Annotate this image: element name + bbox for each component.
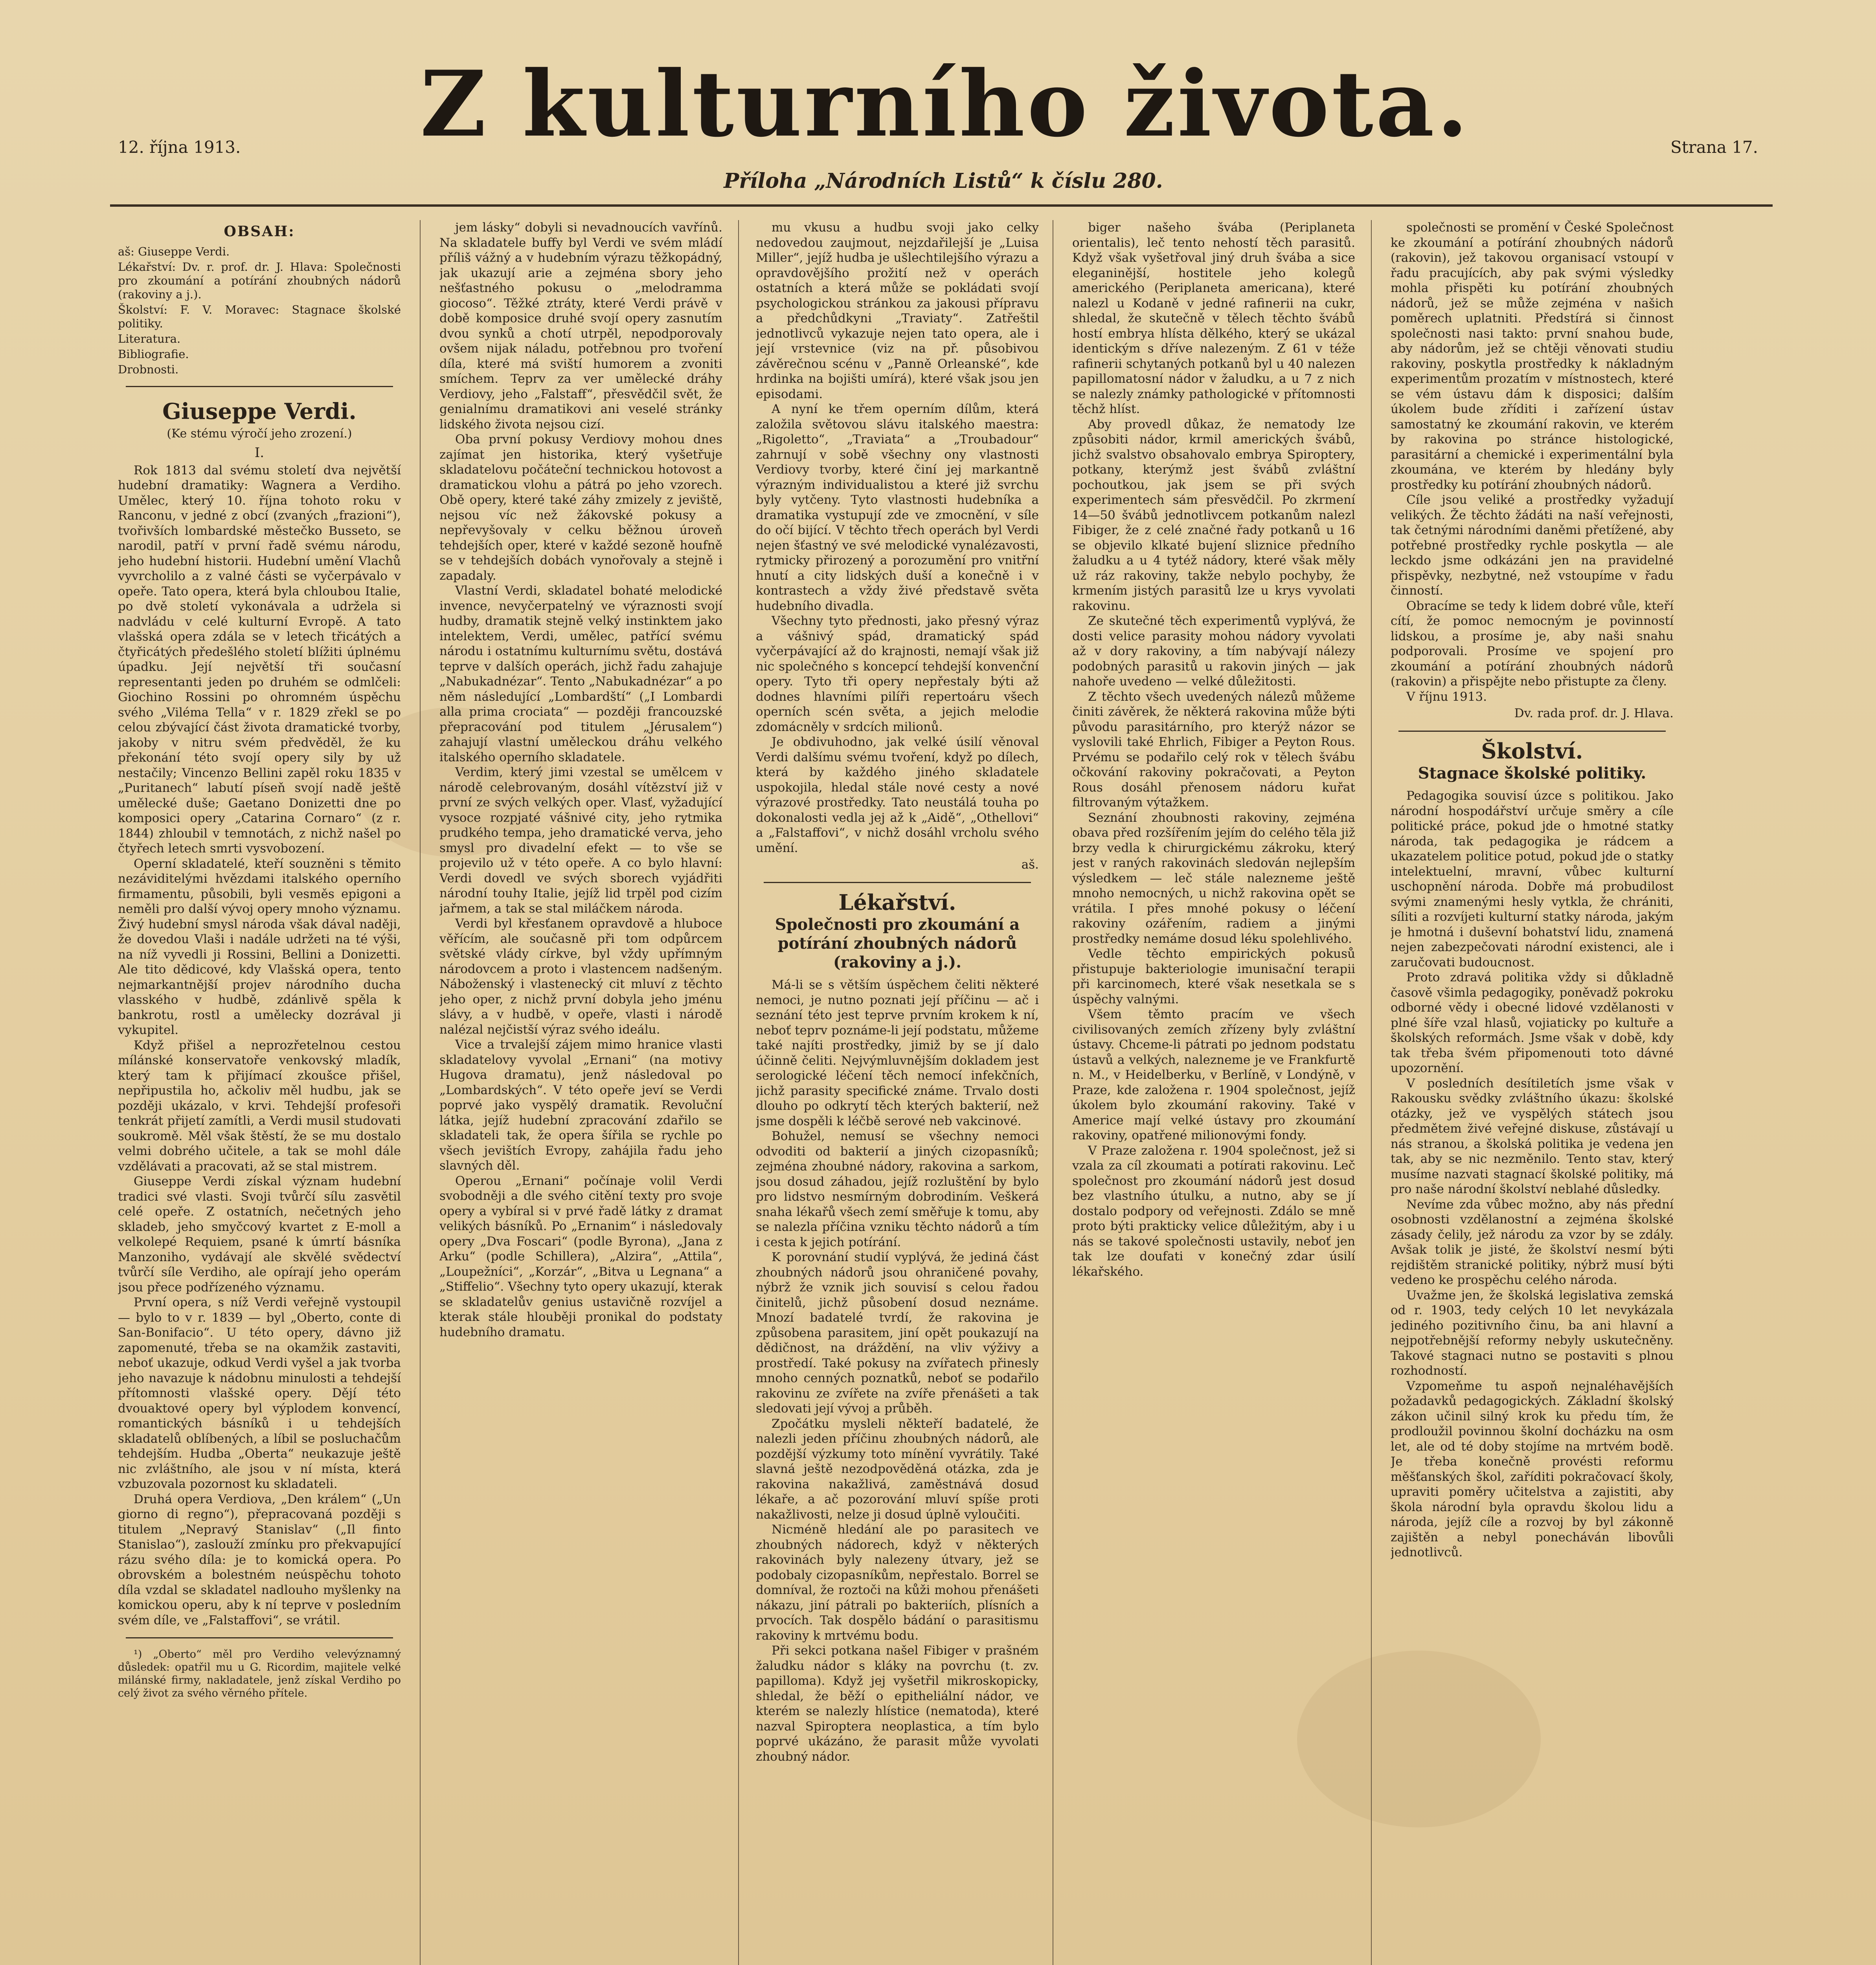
- column-2: [439, 220, 722, 1965]
- paragraph: Seznání zhoubnosti rakoviny, zejména obava před rozšířením jejím do celého těla již brzy vedla k chirurgickému zákroku, který jest v raných rakovinách sledován nejlepším výsledkem — leč stále nalezneme ještě mnoho nemocných, u nichž rakovina opět se vrátila. I přes mnohé pokusy o léčení rakoviny ozářením, radiem a jinými prostředky nemáme dosud léku spolehlivého.: [1072, 810, 1355, 946]
- paragraph: Z těchto všech uvedených nálezů můžeme činiti závěrek, že některá rakovina může býti původu parasitárního, pro kterýž názor se vyslovili také Ehrlich, Fibiger a Peyton Rous. Prvému se podařilo celý rok v tělech švábu očkování rakoviny pokračovati, a Peyton Rous dosáhl přenosem nádoru kuřat filtrovaným výtažkem.: [1072, 689, 1355, 810]
- article-part: I.: [254, 445, 265, 461]
- paragraph: A nyní ke třem operním dílům, která založila světovou slávu italského maestra: „Rigoletto“, „Traviata“ a „Troubadour“ zahrnují v sobě všechny ony vlastnosti Verdiovy tvorby, které činí jej markantně výrazným individualistou a které již svrchu byly vytčeny. Tyto vlastnosti hudebníka a dramatika vystupují zde ve zmocnění, v síle do očí bijící. V těchto třech operách byl Verdi nejen šťastný ve své melodické vynalézavosti, rytmicky přirozený a porozumění pro vnitřní hnutí a city lidských duší a konečně i v kontrastech a vždy živé představě světa hudebního divadla.: [756, 402, 1039, 613]
- author-signature: Dv. rada prof. dr. J. Hlava.: [1514, 706, 1674, 720]
- paragraph: Bohužel, nemusí se všechny nemoci odvoditi od bakterií a jiných cizopasníků; zejména zhoubné nádory, rakovina a sarkom, jsou dosud záhadou, jejíž rozluštění by bylo pro lidstvo nesmírným dobrodiním. Veškerá snaha lékařů všech zemí směřuje k tomu, aby se nalezla příčina vzniku těchto nádorů a tím i cesta k jejich potírání.: [756, 1129, 1039, 1249]
- paragraph: První opera, s níž Verdi veřejně vystoupil — bylo to v r. 1839 — byl „Oberto, conte di San-Bonifacio“. U této opery, dávno již zapomenuté, třeba se na okamžik zastaviti, neboť ukazuje, odkud Verdi vyšel a jak tvorba jeho navazuje k nádobnu minulosti a tehdejší přítomnosti vlašské opery. Dějí této dvouaktové opery byl výplodem konvencí, romantických básníků i u tehdejších skladatelů oblíbených, a líbil se posluchačům tehdejším. Hudba „Oberta“ neukazuje ještě nic zvláštního, ale jsou v ní místa, která vzbuzovala pozornost ku skladateli.: [118, 1295, 401, 1491]
- paragraph-date: V říjnu 1913.: [1406, 689, 1487, 704]
- paragraph: Při sekci potkana našel Fibiger v prašném žaludku nádor s kláky na povrchu (t. zv. papilloma). Když jej vyšetřil mikroskopicky, shledal, že běží o epitheliální nádor, ve kterém se nalezly hlístice (nematoda), které nazval Spiroptera neoplastica, a tím bylo poprvé ukázáno, že parasit může vyvolati zhoubný nádor.: [756, 1644, 1039, 1764]
- column-5: [1391, 220, 1674, 1965]
- paragraph: Všem těmto pracím ve všech civilisovaných zemích zřízeny byly zvláštní ústavy. Chceme-li pátrati po jednom podstatu ústavů a velkých, nalezneme je ve Frankfurtě n. M., v Heidelberku, v Berlíně, v Londýně, v Praze, kde založena r. 1904 společnost, jejíž úkolem bylo zkoumání rakoviny. Také v Americe mají velké ústavy pro zkoumání rakoviny, opatřené milionovými fondy.: [1072, 1007, 1355, 1142]
- paragraph: Vzpomeňme tu aspoň nejnaléhavějších požadavků pedagogických. Základní školský zákon učinil silný krok ku předu tím, že prodloužil povinnou školní docházku na osm let, ale od té doby stojíme na mrtvém bodě. Je třeba konečně provésti reformu měšťanských škol, zaříditi pokračovací školy, upraviti poměry učitelstva a zajistiti, aby škola národní byla opravdu školou lidu a národa, jejíž cíle a rozvoj by byl zákonně zajištěn a nebyl ponecháván libovůli jednotlivců.: [1391, 1379, 1674, 1559]
- article-title: Giuseppe Verdi.: [162, 398, 356, 424]
- paragraph: Druhá opera Verdiova, „Den králem“ („Un giorno di regno“), přepracovaná později s titulem „Nepravý Stanislav“ („Il finto Stanislao“), zaslouží zmínku pro překvapující rázu svého díla: je to komická opera. Po obrovském a bolestném neúspěchu tohoto díla vzdal se skladatel nadlouho myšlenky na komickou operu, aby k ní teprve v posledním svém díle, ve „Falstaffovi“, se vrátil.: [118, 1492, 401, 1627]
- supplement-subtitle: Příloha „Národních Listů“ k číslu 280.: [724, 169, 1163, 193]
- paragraph: Operou „Ernani“ počínaje volil Verdi svobodněji a dle svého citění texty pro svoje opery a vybíral si v prvé řadě látky z dramat velikých básníků. Po „Ernanim“ i následovaly opery „Dva Foscari“ (podle Byrona), „Jana z Arku“ (podle Schillera), „Alzira“, „Attila“, „Loupežníci“, „Korzár“, „Bitva u Legnana“ a „Stiffelio“. Všechny tyto opery ukazují, kterak se skladatelův genius ustavičně rozvíjel a kterak stále hlouběji pronikal do podstaty hudebního dramatu.: [439, 1173, 722, 1339]
- section-separator: [764, 882, 1031, 883]
- contents-item: Školství: F. V. Moravec: Stagnace školské politiky.: [118, 303, 401, 330]
- paragraph: Verdi byl křesťanem opravdově a hluboce věřícím, ale současně při tom odpůrcem světské vlády církve, byl vždy upřímným národovcem a proto i vlastencem nadšeným. Náboženský i vlastenecký cit mluví z těchto jeho oper, z nichž první dobyla jeho jménu slávy, a v hudbě, v opeře, vlasti i národě nalézal nejčistší výraz svého ideálu.: [439, 916, 722, 1037]
- issue-date: 12. října 1913.: [118, 138, 241, 157]
- column-divider: [738, 220, 739, 1965]
- footnote: ¹) „Oberto“ měl pro Verdiho velevýznamný důsledek: opatřil mu u G. Ricordim, majitele velké milánské firmy, nakladatele, jenž získal Verdiho po celý život za svého věrného přítele.: [118, 1648, 401, 1699]
- paragraph: mu vkusu a hudbu svoji jako celky nedovedou zaujmout, nejzdařilejší je „Luisa Miller“, jejíž hudba je ušlechtilejšího výrazu a opravdovějšího prožití než v operách ostatních a která může se pokládati svojí psychologickou stránkou za jakousi přípravu a předchůdkyni „Traviaty“. Zatřeštil jednotlivců vykazuje nejen tato opera, ale i její vrstevnice (viz na př. působivou závěrečnou scénu v „Panně Orleanské“, kde hrdinka na bojišti umírá), které však jsou jen episodami.: [756, 220, 1039, 401]
- column-divider: [1371, 220, 1372, 1965]
- contents-item: Drobnosti.: [118, 362, 179, 376]
- paragraph: Nicméně hledání ale po parasitech ve zhoubných nádorech, když v některých rakovinách byly nalezeny útvary, jež se podobaly cizopasníkům, nepřestalo. Borrel se domníval, že roztoči na kůži mohou přenášeti nákazu, jiní pátrali po bakteriích, plísních a prvocích. Tak dospělo bádání o parasitismu rakoviny k mrtvému bodu.: [756, 1522, 1039, 1643]
- section-subheading: Stagnace školské politiky.: [1418, 764, 1646, 782]
- paragraph: Aby provedl důkaz, že nematody lze způsobiti nádor, krmil amerických švábů, jichž svalstvo obsahovalo embrya Spiroptery, potkany, kterýmž jest švábů zvláštní pochoutkou, jak jsem se při svých experimentech sám přesvědčil. Po zkrmení 14—50 švábů jednotlivcem potkanům nalezl Fibiger, že z celé značné řady potkanů u 16 se objevilo klkaté bujení sliznice předního žaludku a u 4 tytéž nádory, které však měly už ráz rakoviny, takže nebylo pochyby, že krmením jistých parasitů lze u krys vyvolati rakovinu.: [1072, 417, 1355, 613]
- paragraph: Vedle těchto empirických pokusů přistupuje bakteriologie imunisační terapii při karcinomech, které však nesetkala se s úspěchy valnými.: [1072, 947, 1355, 1006]
- paragraph: Uvažme jen, že školská legislativa zemská od r. 1903, tedy celých 10 let nevykázala jediného pozitivního činu, ba ani hlavní a nejpotřebnější reformy nebyly uskutečněny. Takové stagnaci nutno se postaviti s plnou rozhodností.: [1391, 1288, 1674, 1378]
- paragraph: V Praze založena r. 1904 společnost, jež si vzala za cíl zkoumati a potírati rakovinu. Leč společnost pro zkoumání nádorů jest dosud bez vlastního útulku, a nutno, aby se jí dostalo podpory od veřejnosti. Zdálo se mně proto býti prakticky velice důležitým, aby i u nás se takové společnosti ustavily, neboť jen tak lze doufati v konečný zdar úsilí lékařského.: [1072, 1143, 1355, 1279]
- contents-title: OBSAH:: [224, 223, 295, 240]
- paragraph: Pedagogika souvisí úzce s politikou. Jako národní hospodářství určuje směry a cíle politické práce, pokud jde o hmotné statky národa, tak pedagogika je rádcem a ukazatelem politice potud, pokud jde o statky intelektuelní, mravní, vůbec kulturní uschopnění národa. Dobře má probudilost svými znamenými hesly vytkla, že chrániti, síliti a rozvíjeti kulturní statky národa, jakým je hmotná i duševní bohatství lidu, znamená nejen zabezpečovati národní existenci, ale i zaručovati budoucnost.: [1391, 789, 1674, 970]
- paragraph: Cíle jsou veliké a prostředky vyžadují velikých. Že těchto žádáti na naší veřejnosti, tak četnými národními daněmi přetížené, aby potřebné prostředky rychle poskytla — ale leckdo jsme odkázáni jen na pravidelné přispěvky, nezbytné, než vstoupíme v řadu činností.: [1391, 493, 1674, 598]
- paragraph: Všechny tyto přednosti, jako přesný výraz a vášnivý spád, dramatický spád vyčerpávající až do krajnosti, nemají však již nic společného s koncepcí tehdejší konvenční opery. Tyto tři opery nepřestaly býti až dodnes hlavními pilíři repertoáru všech operních scén světa, a jejich melodie zdomácněly v srdcích milionů.: [756, 614, 1039, 734]
- paragraph: Giuseppe Verdi získal význam hudební tradici své vlasti. Svoji tvůrčí sílu zasvětil celé opeře. Z ostatních, nečetných jeho skladeb, jeho smyčcový kvartet z E-moll a velkolepé Requiem, psané k úmrtí básníka Manzoniho, vydávají ale skvělé svědectví tvůrčí síle Verdiho, ale opírají jeho operám jsou přece podřízeného významu.: [118, 1174, 401, 1295]
- paragraph: jem lásky“ dobyli si nevadnoucích vavřínů. Na skladatele buffy byl Verdi ve svém mládí příliš vážný a v hudebním výrazu těžkopádný, jak ukazují arie a zejména sbory jeho nešťastného pokusu o „melodramma giocoso“. Těžké ztráty, které Verdi právě v době komposice druhé svojí opery zasnutím dvou synků a chotí utrpěl, nepodporovaly ovšem nijak náladu, potřebnou pro tvoření díla, které má sviští humorem a zvoniti smíchem. Teprv za ver umělecké dráhy Verdiovy, jeho „Falstaff“, přesvědčil svět, že genialnímu dramatikovi ani veselé stránky lidského života nejsou cizí.: [439, 220, 722, 432]
- section-subheading: Společnosti pro zkoumání a potírání zhoubných nádorů (rakoviny a j.).: [775, 915, 1020, 971]
- contents-item: aš: Giuseppe Verdi.: [118, 244, 230, 258]
- paragraph: Proto zdravá politika vždy si důkladně časově všimla pedagogiky, poněvadž pokroku odborné vědy i obecné lidové vzdělanosti v plné šíře vzal hlasů, vojiaticky po kultuře a školských reformách. Jsme však v době, kdy tak třeba švém připomenouti toto dávné upozornění.: [1391, 970, 1674, 1075]
- paragraph: Operní skladatelé, kteří souzněni s těmito nezáviditelými hvězdami italského operního firmamentu, působili, byli vesměs epigoni a neměli pro další vývoj opery mnoho významu. Živý hudební smysl národa však dával naději, že dovedou Vlaši i nadále udržeti na té výši, na níž vyvedli ji Rossini, Bellini a Donizetti. Ale tito dědicové, kdy Vlašská opera, tento nejmarkantnější projev národního ducha vlasského v hudbě, zdánlivě spěla k bankrotu, rostl a umělecky dozrával ji vykupitel.: [118, 856, 401, 1037]
- section-separator: [1398, 731, 1666, 732]
- paragraph: Je obdivuhodno, jak velké úsilí věnoval Verdi dalšímu svému tvoření, když po dílech, která by každého jiného skladatele uspokojila, hledal stále nové cesty a nové výrazové prostředky. Tato neustálá touha po dokonalosti vedla jej až k „Aidě“, „Othellovi“ a „Falstaffovi“, v nichž dosáhl vrcholu svého umění.: [756, 735, 1039, 855]
- paragraph: Obracíme se tedy k lidem dobré vůle, kteří cítí, že pomoc nemocným je povinností lidskou, a prosíme je, aby naši snahu podporovali. Prosíme ve spojení pro zkoumání a potírání zhoubných nádorů (rakovin) a přispějte nebo přistupte za členy.: [1391, 599, 1674, 689]
- paragraph: Ze skutečné těch experimentů vyplývá, že dosti velice parasity mohou nádory vyvolati až v dory rakoviny, a tím nabývají nálezy podobných parasitů u rakovin jiných — jak nahoře uvedeno — velké důležitosti.: [1072, 614, 1355, 689]
- footnote-separator: [126, 1637, 393, 1638]
- contents-item: Bibliografie.: [118, 347, 189, 361]
- column-1: [118, 220, 401, 1965]
- masthead-rule: [110, 204, 1773, 207]
- paragraph: Když přišel a neprozřetelnou cestou mílánské konservatoře venkovský mladík, který tam k přijímací zkoušce přišel, nepřipustila ho, ačkoliv měl hudbu, jak se později ukázalo, v krvi. Tehdejší profesoři tenkrát přijetí zamítli, a Verdi musil studovati soukromě. Měl však štěstí, že se mu dostalo velmi dobrého učitele, a tak se mohl dále vzdělávati a pracovati, až se stal mistrem.: [118, 1038, 401, 1173]
- section-heading-medicine: Lékařství.: [838, 889, 956, 915]
- section-heading-education: Školství.: [1481, 738, 1583, 764]
- masthead-title: Z kulturního života.: [420, 51, 1471, 157]
- contents-item: Literatura.: [118, 332, 181, 345]
- author-signature: aš.: [1021, 858, 1039, 872]
- section-separator: [126, 386, 393, 387]
- column-divider: [420, 220, 421, 1965]
- paragraph: K porovnání studií vyplývá, že jediná část zhoubných nádorů jsou ohraničené povahy, nýbrž že vznik jich souvisí s celou řadou činitelů, jichž působení dosud neznáme. Mnozí badatelé tvrdí, že rakovina je způsobena parasitem, jiní opět poukazují na dědičnost, na dráždění, na vliv výživy a prostředí. Také pokusy na zvířatech přinesly mnoho cenných poznatků, neboť se podařilo rakovinu ze zvířete na zvíře přenášeti a tak sledovati její vývoj a průběh.: [756, 1250, 1039, 1416]
- paragraph: Zpočátku mysleli někteří badatelé, že nalezli jeden příčinu zhoubných nádorů, ale pozdější výzkumy toto mínění vyvrátily. Také slavná ještě nezodpověděná otázka, zda je rakovina nakažlivá, zaměstnává dosud lékaře, a ač pozorování mluví spíše proti nakažlivosti, nelze ji dosud úplně vyloučiti.: [756, 1416, 1039, 1522]
- paragraph: Nevíme zda vůbec možno, aby nás přední osobnosti vzdělanostní a zejména školské zásady čelily, jež národu za vzor by se zdály. Avšak tolik je jisté, že školství nesmí býti rejdištěm stranické politiky, nýbrž musí býti vedeno ke prospěchu celého národa.: [1391, 1197, 1674, 1287]
- paragraph: Má-li se s větším úspěchem čeliti některé nemoci, je nutno poznati její příčinu — ač i seznání této jest teprve prvním krokem k ní, neboť teprv poznáme-li její podstatu, můžeme také najíti prostředky, jimiž by se jí dalo účinně čeliti. Nejvýmluvnějším dokladem jest serologické léčení těch nemocí infekčních, jichž parasity specifické známe. Trvalo dosti dlouho po odkrytí těch kterých bakterií, než jsme dospěli k léčbě serové neb vakcinové.: [756, 978, 1039, 1128]
- paragraph: Vice a trvalejší zájem mimo hranice vlasti skladatelovy vyvolal „Ernani“ (na motivy Hugova dramatu), jenž následoval po „Lombardských“. V této opeře jeví se Verdi poprvé jako vyspělý dramatik. Revoluční látka, jejíž hudební zpracování zdařilo se skladateli tak, že opera šířila se rychle po všech jevištích Evropy, zahájila řadu jeho slavných děl.: [439, 1038, 722, 1173]
- column-4: [1072, 220, 1355, 1965]
- contents-item: Lékařství: Dv. r. prof. dr. J. Hlava: Společnosti pro zkoumání a potírání zhoubných nádorů (rakoviny a j.).: [118, 260, 401, 301]
- paragraph: Vlastní Verdi, skladatel bohaté melodické invence, nevyčerpatelný ve výraznosti svojí hudby, dramatik stejně velký instinktem jako intelektem, Verdi, umělec, patřící svému národu i ostatnímu kulturnímu světu, dostává teprve v dalších operách, jichž řadu zahajuje „Nabukadnézar“. Tento „Nabukadnézar“ a po něm následující „Lombardští“ („I Lombardi alla prima crociata“ — později francouzské přepracování pod titulem „Jérusalem“) zahajují vlastní uměleckou dráhu velkého italského operního skladatele.: [439, 584, 722, 764]
- paragraph: Rok 1813 dal svému století dva největší hudební dramatiky: Wagnera a Verdiho. Umělec, který 10. října tohoto roku v Ranconu, v jedné z obcí (zvaných „frazioni“), tvořivších lombardské městečko Busseto, se narodil, patří v první řadě svému národu, jeho hudební historii. Hudební umění Vlachů vyvrcholilo a z valné části se vyčerpávalo v opeře. Tato opera, která byla chloubou Italie, po dvě století vykonávala a udržela si nadvládu v celé kulturní Evropě. A tato vlašská opera zdála se v letech třicátých a čtyřicátých předešlého století blížiti úplnému úpadku. Její největší tři současní representanti jeden po druhém se odmlčeli: Giochino Rossini po ohromném úspěchu svého „Viléma Tella“ v r. 1829 zřekl se po celou zbývající část života dramatické tvorby, jakoby v nitru svém předvěděl, že ku překonání této svojí opery sily by už nestačily; Vincenzo Bellini zapěl roku 1835 v „Puritanech“ labutí píseň svojí nadě ještě umělecké duše; Gaetano Donizetti dne po komposici opery „Catarina Cornaro“ (z r. 1844) zhloubil v temnotách, z nichž našel po čtyřech letech smrti vysvobození.: [118, 463, 401, 856]
- paragraph: společnosti se promění v České Společnost ke zkoumání a potírání zhoubných nádorů (rakovin), jež takovou organisací vstoupí v řadu pracujících, aby pak svými výsledky mohla přispěti ku potírání zhoubných nádorů, jež se může zejména v našich poměrech uplatniti. Předstírá si činnost společnosti nasi takto: první snahou bude, aby nádorům, jež se chtěji věnovati studiu rakoviny, poskytla prostředky k nákladným experimentům prozatím v místnostech, které se vém ústavu dám k disposici; dalším úkolem bude zříditi i zařízení ústav samostatný ke zkoumání rakovin, ve kterém by rakovina po stránce histologické, parasitární a chemické i experimentální byla zkoumána, ve kterém by hledány byly prostředky ku potírání zhoubných nádorů.: [1391, 220, 1674, 492]
- paragraph: Oba první pokusy Verdiovy mohou dnes zajímat jen historika, který vyšetřuje skladatelovu počáteční technickou hotovost a dramatickou vlohu a pátrá po jeho vzorech. Obě opery, které také záhy zmizely z jeviště, nejsou víc než žákovské pokusy a nepřevyšovaly v celku běžnou úroveň tehdejších oper, které v každé sezoně houfně se v tehdejších dobách vynořovaly a stejně i zapadaly.: [439, 432, 722, 583]
- article-subtitle: (Ke stému výročí jeho zrození.): [167, 426, 352, 441]
- paragraph: V posledních desítiletích jsme však v Rakousku svědky zvláštního úkazu: školské otázky, jež ve vyspělých státech jsou předmětem živé veřejné diskuse, zůstávají u nás stranou, a školská politika je vedena jen tak, aby se nic nezměnilo. Tento stav, který musíme nazvati stagnací školské politiky, má pro naše národní školství neblahé důsledky.: [1391, 1076, 1674, 1196]
- contents-box: [118, 224, 401, 376]
- page-number: Strana 17.: [1670, 138, 1758, 157]
- paragraph: Verdim, který jimi vzestal se umělcem v národě celebrovaným, dosáhl vítězství již v první ze svých velkých oper. Vlasť, vyžadující vysoce rozpjaté vášnivé city, jeho rytmika prudkého tempa, jeho dramatické verva, jeho smysl pro divadelní efekt — to vše se projevilo už v této opeře. A co bylo hlavní: Verdi dovedl ve svých sborech vyjádřiti národní touhy Italie, jejíž lid trpěl pod cizím jařmem, a tak se stal miláčkem národa.: [439, 765, 722, 916]
- paragraph: biger našeho švába (Periplaneta orientalis), leč tento nehostí těch parasitů. Když však vyšetřoval jiný druh švába a sice eleganinější, hostitele jeho kolegů amerického (Periplaneta americana), které nalezl u Kodaně v jedné rafinerii na cukr, shledal, že skutečně v tělech těchto švábů hostí embrya hlísta dělkého, který se ukázal identickým s dříve nalezeným. Z 61 v téže rafinerii schytaných potkanů byl u 40 nalezen papillomatosní nádor v žaludku, a u 7 z nich se nalezly známky pathologické v přítomnosti těchž hlíst.: [1072, 220, 1355, 416]
- column-3: [756, 220, 1039, 1965]
